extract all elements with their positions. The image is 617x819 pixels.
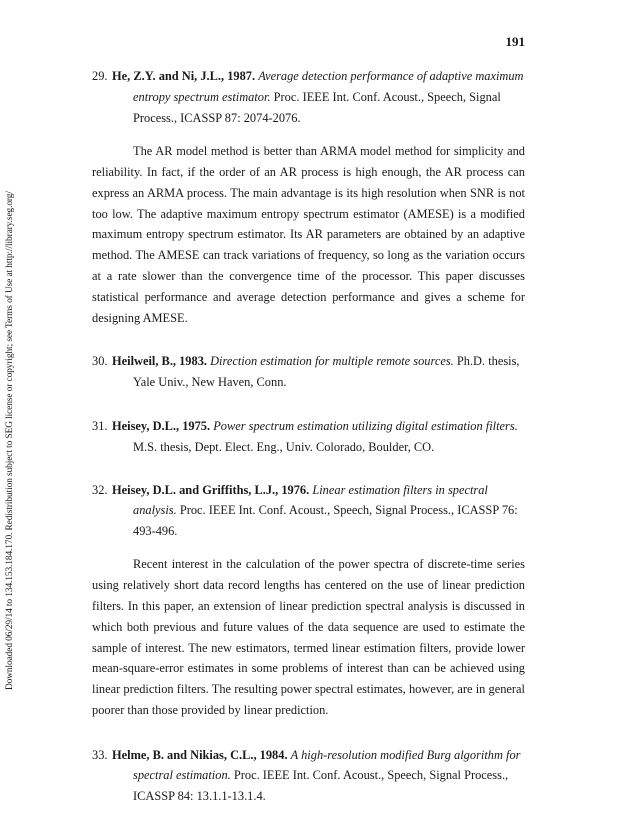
authors: He, Z.Y. and Ni, J.L., 1987. xyxy=(112,69,256,84)
download-notice: Downloaded 06/29/14 to 134.153.184.170. Redistribution subject to SEG license or copyright; see Terms of Use at http://library.seg.org/ xyxy=(5,191,15,690)
source: Proc. IEEE Int. Conf. Acoust., Speech, Signal Process., ICASSP 87: 2074-2076. xyxy=(133,90,501,125)
abstract: The AR model method is better than ARMA model method for simplicity and reliability. In fact, if the order of an AR process is high enough, the AR process can express an ARMA process. The main advantage is its high resolution when SNR is not too low. The adaptive maximum entropy spectrum estimator (AMESE) is a modified maximum entropy spectrum estimator. Its AR parameters are obtained by an adaptive method. The AMESE can track variations of frequency, so long as the variation occurs at a rate slower than the convergence time of the processor. This paper discusses statistical performance and average detection performance and gives a scheme for designing AMESE. xyxy=(92,144,525,325)
citation xyxy=(92,351,525,393)
authors: Heisey, D.L. and Griffiths, L.J., 1976. xyxy=(112,482,310,497)
citation xyxy=(92,480,525,542)
source: Ph.D. thesis, Yale Univ., New Haven, Conn. xyxy=(133,354,520,390)
source: M.S. thesis, Dept. Elect. Eng., Univ. Colorado, Boulder, CO. xyxy=(133,439,435,454)
reference-entry-29 xyxy=(92,66,525,328)
entry-title: Direction estimation for multiple remote sources. xyxy=(210,354,454,369)
reference-entry-33 xyxy=(92,745,525,807)
entry-number: 29. xyxy=(92,69,108,84)
source: Proc. IEEE Int. Conf. Acoust., Speech, Signal Process., ICASSP 84: 13.1.1-13.1.4. xyxy=(133,768,509,804)
reference-entry-32 xyxy=(92,480,525,721)
reference-entry-30 xyxy=(92,351,525,393)
entry-title: A high-resolution modified Burg algorithm for spectral estimation. xyxy=(133,747,521,783)
abstract: Recent interest in the calculation of the power spectra of discrete-time series using relatively short data record lengths has centered on the use of linear prediction filters. In this paper, an extension of linear prediction spectral analysis is discussed in which both previous and future values of the data sequence are used to estimate the sample of interest. The new estimators, termed linear estimation filters, provide lower mean-square-error estimates in some problems of interest than can be achieved using linear prediction filters. The resulting power spectral estimates, however, are in general poorer than those provided by linear prediction. xyxy=(92,557,525,717)
reference-list xyxy=(92,54,525,819)
reference-entry-31 xyxy=(92,416,525,458)
source: Proc. IEEE Int. Conf. Acoust., Speech, Signal Process., ICASSP 76: 493-496. xyxy=(133,503,518,539)
citation xyxy=(92,745,525,807)
entry-number: 32. xyxy=(92,482,108,497)
entry-title: Linear estimation filters in spectral analysis. xyxy=(133,482,488,518)
entry-number: 30. xyxy=(92,354,108,369)
authors: Heilweil, B., 1983. xyxy=(112,354,207,369)
authors: Helme, B. and Nikias, C.L., 1984. xyxy=(112,747,288,762)
citation xyxy=(92,416,525,458)
entry-title: Average detection performance of adaptive maximum entropy spectrum estimator. xyxy=(133,69,524,105)
entry-number: 31. xyxy=(92,418,108,433)
page-number: 191 xyxy=(505,34,525,49)
citation xyxy=(92,66,525,128)
authors: Heisey, D.L., 1975. xyxy=(112,418,211,433)
entry-title: Power spectrum estimation utilizing digital estimation filters. xyxy=(213,418,518,433)
entry-number: 33. xyxy=(92,747,108,762)
